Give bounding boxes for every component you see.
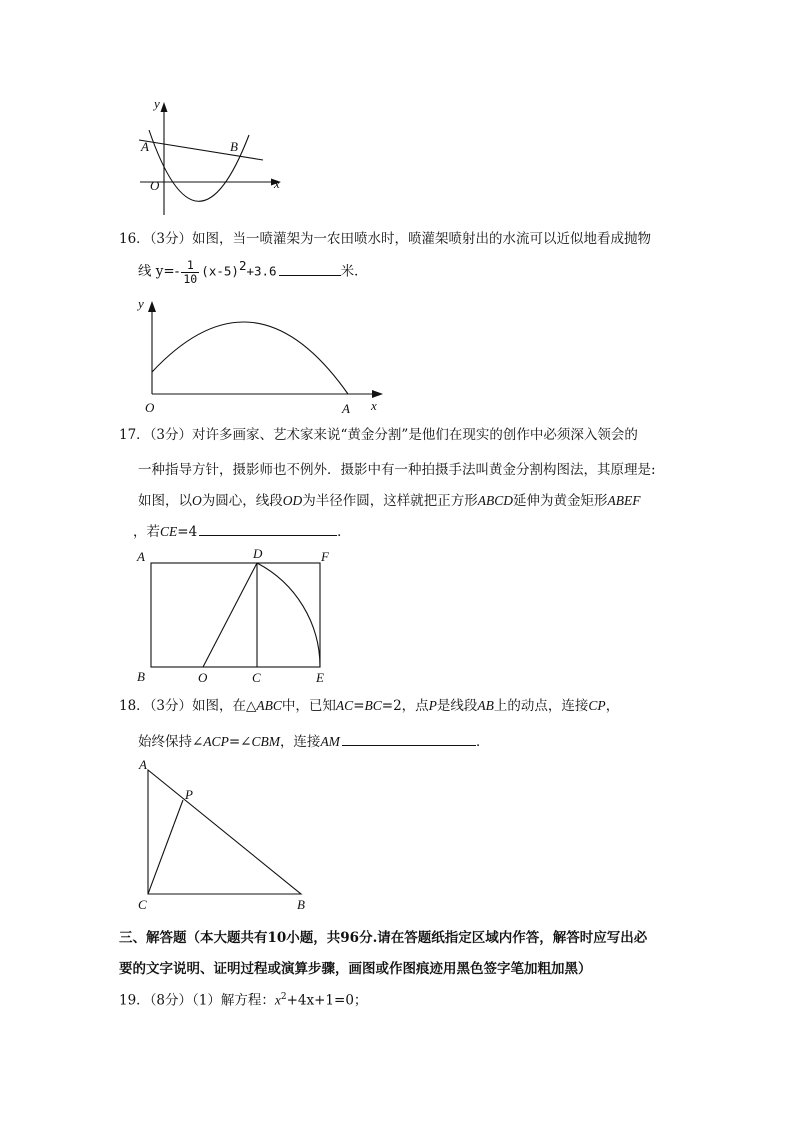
x-axis-label: x [274, 176, 280, 191]
q16-fraction [181, 259, 199, 286]
straight-line [139, 140, 263, 160]
q18-text-b: 中，已知 [281, 698, 336, 714]
q17-text: 对许多画家、艺术家来说“黄金分割”是他们在现实的创作中必须深入领会的 [192, 427, 638, 443]
section3-heading-line2: 要的文字说明、证明过程或演算步骤，画图或作图痕迹用黑色签字笔加粗加黑） [119, 961, 592, 977]
q19-exponent: 2 [280, 992, 287, 1002]
fraction-denominator: 10 [183, 271, 198, 286]
q17-line2: 一种指导方针，摄影师也不例外．摄影中有一种拍摄手法叫黄金分割构图法，其原理是: [138, 462, 656, 478]
q18-number: 18． [119, 698, 150, 714]
q19-equation-rest: +4x+1=0； [286, 992, 368, 1009]
q18-text-j: ，连接 [279, 734, 321, 750]
label-c: C [252, 670, 261, 685]
segment-od [203, 563, 257, 667]
q16-text: 如图，当一喷灌架为一农田喷水时，喷灌架喷射出的水流可以近似地看成抛物 [192, 231, 652, 247]
q18-text-c: = [353, 698, 365, 714]
q17-var-abcd: ABCD [477, 493, 513, 508]
water-parabola-curve [152, 322, 348, 394]
fraction-numerator: 1 [186, 257, 194, 272]
y-axis-label: y [154, 96, 160, 111]
q19-part: （1）解方程： [192, 992, 275, 1009]
point-b-label: B [230, 139, 238, 154]
label-a: A [139, 757, 147, 772]
point-a-label: A [141, 139, 149, 154]
q17-line1 [119, 427, 679, 443]
label-o: O [198, 670, 208, 685]
rectangle-abef [151, 563, 320, 667]
q16-line2 [138, 258, 368, 286]
label-f: F [321, 549, 329, 564]
q17-figure [133, 545, 343, 690]
q18-line2 [138, 730, 489, 750]
q16-exponent: 2 [238, 258, 247, 273]
q17-text-f: =4 [177, 524, 198, 540]
label-e: E [316, 670, 324, 685]
q18-score: （3分） [149, 698, 193, 714]
q18-text-h: 始终保持∠ [138, 734, 204, 750]
q17-number: 17． [119, 427, 150, 443]
q18-text-d: =2，点 [381, 698, 429, 714]
q18-var-am: AM [320, 734, 340, 749]
q18-var-ab: AB [477, 698, 494, 713]
q18-var-cbm: CBM [251, 734, 280, 749]
q17-var-o: O [192, 493, 202, 508]
q15-figure [125, 95, 295, 220]
q17-text-d: 延伸为黄金矩形 [513, 493, 608, 509]
q18-figure [133, 755, 323, 915]
section3-heading-line1: 三、解答题（本大题共有10小题，共96分.请在答题纸指定区域内作答，解答时应写出必 [119, 930, 648, 946]
q17-text-a: 如图，以 [138, 493, 192, 509]
y-axis-label: y [138, 296, 144, 311]
q19-number: 19． [119, 992, 150, 1009]
q17-var-od: OD [282, 493, 303, 508]
q17-answer-blank[interactable] [199, 523, 337, 536]
arc-de [257, 563, 320, 667]
q17-line3 [138, 489, 641, 509]
q17-end: ． [337, 524, 351, 540]
q17-text-b: 为圆心，线段 [201, 493, 283, 509]
q18-var-cp: CP [588, 698, 606, 713]
q17-text-e: ，若 [133, 524, 160, 540]
q16-expr-a: (x-5) [201, 263, 239, 279]
segment-cp [148, 800, 183, 894]
q16-figure [135, 292, 395, 417]
q19-var-x: x [274, 992, 281, 1008]
label-d: D [253, 546, 263, 561]
q16-line1 [119, 231, 679, 247]
y-axis-arrow-icon [161, 102, 168, 112]
q18-var-abc: ABC [256, 698, 282, 713]
q17-text-c: 为半径作圆，这样就把正方形 [302, 493, 478, 509]
x-axis-label: x [371, 398, 377, 413]
q18-text-a: 如图，在△ [192, 698, 257, 714]
origin-label: O [145, 400, 155, 415]
origin-label: O [150, 178, 160, 193]
y-axis-arrow-icon [148, 301, 156, 312]
q18-text-i: =∠ [228, 734, 252, 750]
q19-score: （8分） [149, 992, 193, 1009]
q17-score: （3分） [149, 427, 193, 443]
q17-var-ce: CE [160, 524, 178, 539]
q16-number: 16． [119, 231, 150, 247]
q18-var-p: P [428, 698, 437, 713]
q18-var-bc: BC [364, 698, 382, 713]
q19-line1 [119, 989, 679, 1009]
q18-answer-blank[interactable] [342, 733, 476, 746]
q18-end: ． [475, 734, 490, 750]
q18-var-ac: AC [335, 698, 354, 713]
q17-line4 [133, 520, 351, 540]
q17-var-abef: ABEF [607, 493, 641, 508]
x-axis-arrow-icon [372, 390, 383, 398]
label-c: C [138, 897, 147, 912]
point-a-label: A [342, 401, 350, 416]
q18-text-f: 上的动点，连接 [493, 698, 589, 714]
label-b: B [137, 669, 145, 684]
q18-line1 [119, 698, 679, 714]
q16-prefix: 线 y=- [138, 263, 180, 280]
label-a: A [137, 549, 145, 564]
q18-var-acp: ACP [203, 734, 229, 749]
q18-text-g: ， [605, 698, 620, 714]
q16-expr-b: +3.6 [246, 263, 277, 279]
q16-answer-blank[interactable] [279, 263, 341, 276]
q18-text-e: 是线段 [436, 698, 478, 714]
q16-unit: 米． [340, 263, 368, 280]
q16-score: （3分） [149, 231, 193, 247]
label-p: P [185, 787, 193, 802]
label-b: B [297, 897, 305, 912]
